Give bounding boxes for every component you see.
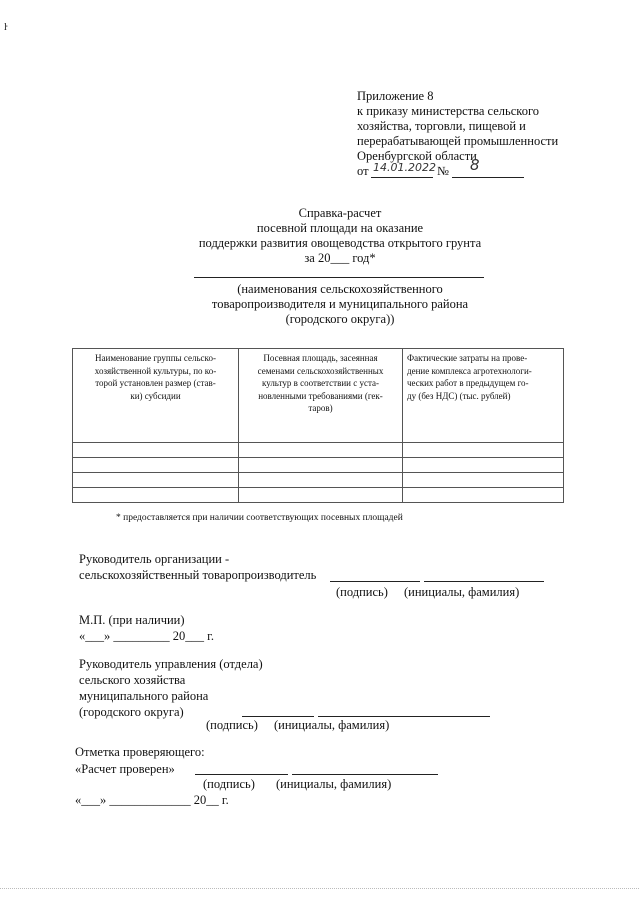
header-text: ду (без НДС) (тыс. рублей): [407, 390, 511, 401]
signature-line[interactable]: [242, 716, 314, 717]
table-cell[interactable]: [403, 473, 564, 488]
subsidy-table: [72, 348, 564, 503]
signer-title: сельскохозяйственный товаропроизводитель: [79, 568, 317, 582]
title-line: посевной площади на оказание: [256, 221, 424, 235]
footnote: * предоставляется при наличии соответствующих посевных площадей: [116, 513, 403, 523]
caption-line: товаропроизводителя и муниципального района: [211, 297, 469, 311]
date-field: «___» _____________ 20__ г.: [75, 793, 229, 807]
header-crop-group: [73, 349, 239, 443]
number-prefix: №: [437, 164, 449, 178]
header-text: Наименование группы сельско-: [95, 353, 216, 363]
signature-line[interactable]: [195, 774, 288, 775]
name-caption: (инициалы, фамилия): [404, 585, 520, 599]
title-line: поддержки развития овощеводства открытого грунта: [198, 236, 482, 250]
appendix-line: Приложение 8: [357, 89, 434, 103]
name-caption: (инициалы, фамилия): [276, 777, 392, 791]
signer-title: Руководитель организации -: [79, 552, 230, 566]
header-text: семенами сельскохозяйственных: [257, 365, 384, 376]
date-underline: [371, 177, 433, 178]
title-line: Справка-расчет: [298, 206, 382, 220]
table-row: [73, 443, 564, 458]
table-row: [73, 488, 564, 503]
header-text: хозяйственной культуры, по ко-: [94, 365, 217, 376]
corner-mark: ŀ: [4, 22, 8, 33]
handwritten-date: 14.01.2022: [373, 161, 436, 174]
page-edge: [0, 888, 639, 889]
checker-verified: «Расчет проверен»: [75, 762, 175, 776]
table-cell[interactable]: [239, 488, 403, 503]
table-cell[interactable]: [403, 443, 564, 458]
header-text: ческих работ в предыдущем го-: [407, 378, 529, 388]
header-actual-costs: [403, 349, 564, 443]
table-cell[interactable]: [239, 458, 403, 473]
name-line[interactable]: [318, 716, 490, 717]
header-text: Фактические затраты на прове-: [407, 353, 528, 363]
caption-line: (наименования сельскохозяйственного: [237, 282, 443, 296]
signer-title: Руководитель управления (отдела): [79, 657, 263, 671]
table-cell[interactable]: [239, 473, 403, 488]
header-text: Посевная площадь, засеянная: [263, 353, 378, 363]
table-cell[interactable]: [403, 458, 564, 473]
checker-label: Отметка проверяющего:: [75, 745, 205, 759]
table-cell[interactable]: [73, 488, 239, 503]
name-caption: (инициалы, фамилия): [274, 718, 390, 732]
signature-caption: (подпись): [203, 777, 255, 791]
header-text: культур в соответствии с уста-: [261, 378, 380, 388]
table-cell[interactable]: [403, 488, 564, 503]
table-cell[interactable]: [73, 458, 239, 473]
table-cell[interactable]: [73, 443, 239, 458]
handwritten-number: 8: [470, 156, 480, 174]
table-row: [73, 458, 564, 473]
header-text: ки) субсидии: [130, 390, 181, 401]
date-prefix: от: [357, 164, 369, 178]
signer-title: муниципального района: [79, 689, 209, 703]
appendix-line: к приказу министерства сельского: [357, 104, 540, 118]
signature-caption: (подпись): [336, 585, 388, 599]
header-text: дение комплекса агротехнологи-: [407, 365, 532, 376]
stamp-label: М.П. (при наличии): [79, 613, 185, 627]
header-text: новленными требованиями (гек-: [258, 390, 383, 401]
number-underline: [452, 177, 524, 178]
appendix-line: перерабатывающей промышленности: [357, 134, 559, 148]
signature-caption: (подпись): [206, 718, 258, 732]
name-line[interactable]: [424, 581, 544, 582]
signer-title: (городского округа): [79, 705, 184, 719]
header-sown-area: [239, 349, 403, 443]
appendix-line: хозяйства, торговли, пищевой и: [357, 119, 526, 133]
table-row: [73, 473, 564, 488]
title-line: за 20___ год*: [304, 251, 376, 265]
producer-name-line: [194, 277, 484, 278]
name-line[interactable]: [292, 774, 438, 775]
date-field: «___» _________ 20___ г.: [79, 629, 214, 643]
appendix-line: Оренбургской области: [357, 149, 477, 163]
table-header-row: [73, 349, 564, 443]
signer-title: сельского хозяйства: [79, 673, 186, 687]
table-cell[interactable]: [73, 473, 239, 488]
header-text: таров): [308, 403, 333, 413]
signature-line[interactable]: [330, 581, 420, 582]
table-cell[interactable]: [239, 443, 403, 458]
header-text: торой установлен размер (став-: [95, 378, 216, 388]
caption-line: (городского округа)): [285, 312, 395, 326]
